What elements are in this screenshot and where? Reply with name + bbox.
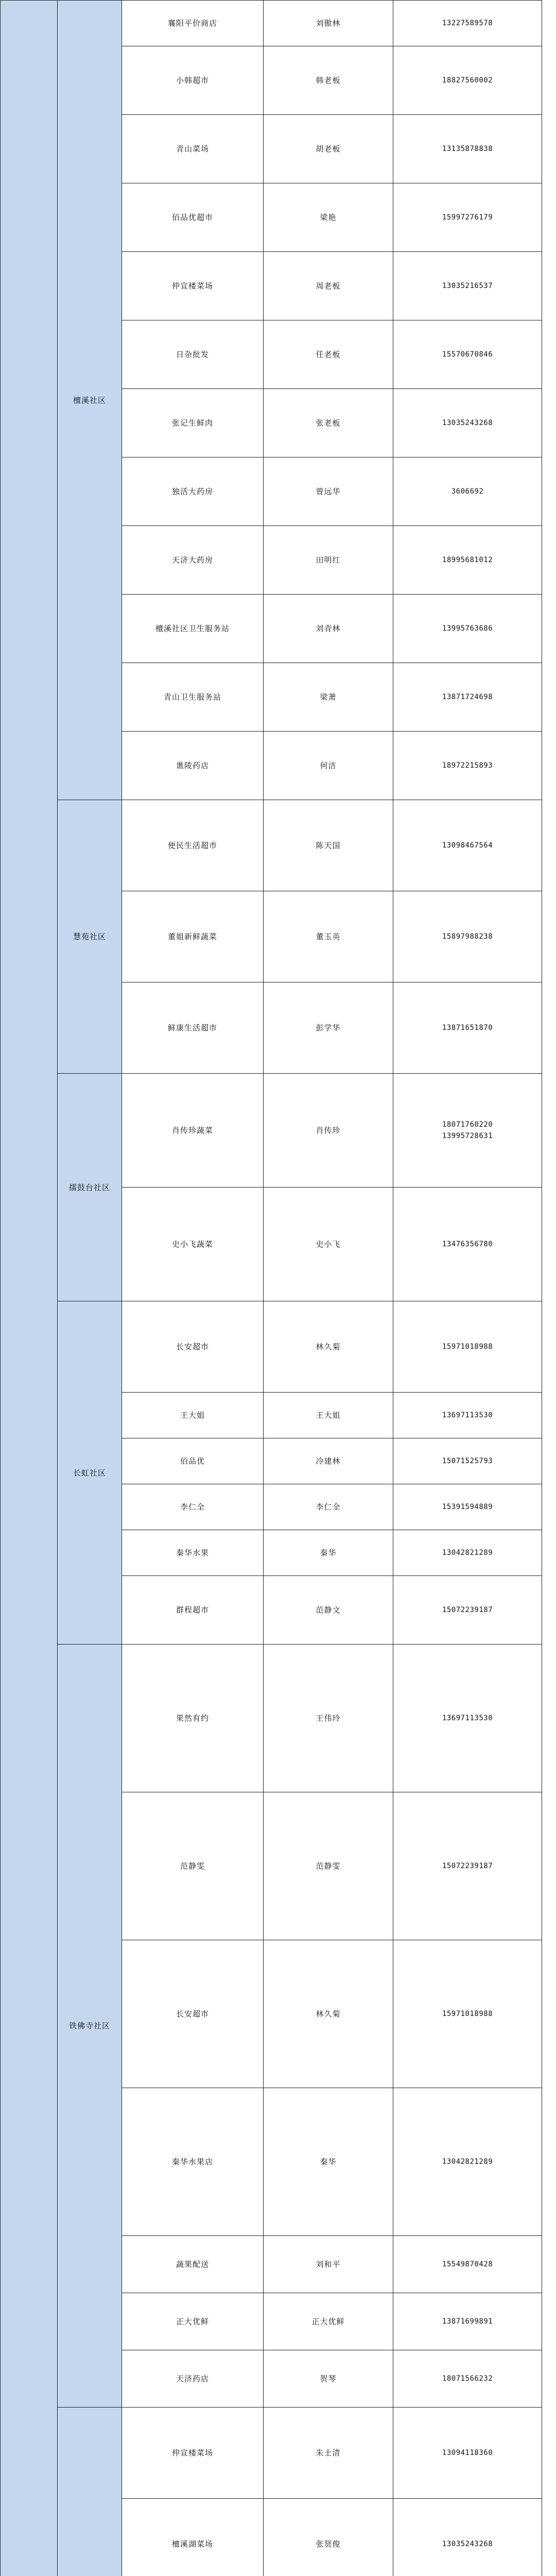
contact-name: 刘和平 <box>264 2236 393 2293</box>
contact-name: 范静雯 <box>264 1792 393 1940</box>
merchant-name: 谯陵药店 <box>122 732 264 800</box>
phone-number: 18827560002 <box>393 46 542 115</box>
phone-number: 13697113530 <box>393 1645 542 1792</box>
phone-number: 18995681012 <box>393 526 542 595</box>
merchant-name: 独活大药房 <box>122 457 264 526</box>
contact-name: 冷建林 <box>264 1438 393 1484</box>
contact-name: 刘青林 <box>264 595 393 663</box>
contact-name: 董玉英 <box>264 891 393 982</box>
merchant-name: 范静雯 <box>122 1792 264 1940</box>
community-name <box>58 2408 122 2576</box>
contact-name: 王伟玲 <box>264 1645 393 1792</box>
contact-name: 李仁全 <box>264 1484 393 1530</box>
merchant-name: 天济药店 <box>122 2350 264 2408</box>
phone-number: 15971018988 <box>393 1940 542 2088</box>
contact-name: 周老板 <box>264 252 393 320</box>
contact-name: 贺琴 <box>264 2350 393 2408</box>
phone-number: 15897988238 <box>393 891 542 982</box>
phone-number: 15997276179 <box>393 183 542 252</box>
merchant-name: 便民生活超市 <box>122 800 264 891</box>
merchant-name: 青山菜场 <box>122 115 264 183</box>
phone-number: 13227589578 <box>393 1 542 46</box>
merchant-name: 蔬果配送 <box>122 2236 264 2293</box>
contact-name: 朱士清 <box>264 2408 393 2499</box>
merchant-name: 仲宣楼菜场 <box>122 252 264 320</box>
merchant-name: 董姐新鲜蔬菜 <box>122 891 264 982</box>
phone-number: 13042821289 <box>393 2088 542 2236</box>
contact-name: 范静文 <box>264 1576 393 1645</box>
merchant-name: 王大姐 <box>122 1393 264 1438</box>
phone-number: 15071525793 <box>393 1438 542 1484</box>
phone-number: 15072239187 <box>393 1576 542 1645</box>
phone-number: 13094118360 <box>393 2408 542 2499</box>
phone-number: 13871724698 <box>393 663 542 732</box>
community-name: 铁佛寺社区 <box>58 1645 122 2408</box>
community-name: 檀溪社区 <box>58 1 122 800</box>
phone-number: 13042821289 <box>393 1530 542 1576</box>
contact-name: 梁艳 <box>264 183 393 252</box>
contact-name: 任老板 <box>264 320 393 389</box>
phone-number: 18071566232 <box>393 2350 542 2408</box>
merchant-name: 秦华水果 <box>122 1530 264 1576</box>
phone-number: 13995763686 <box>393 595 542 663</box>
contact-name: 韩老板 <box>264 46 393 115</box>
contact-name: 肖传珍 <box>264 1074 393 1188</box>
community-name: 慧苑社区 <box>58 800 122 1074</box>
phone-number: 3606692 <box>393 457 542 526</box>
phone-number: 13871651870 <box>393 982 542 1074</box>
merchant-name: 佰品优超市 <box>122 183 264 252</box>
contact-name: 何洁 <box>264 732 393 800</box>
phone-line: 13995728631 <box>395 1130 540 1142</box>
contact-name: 彭学华 <box>264 982 393 1074</box>
merchant-name: 天济大药房 <box>122 526 264 595</box>
contact-name: 田明红 <box>264 526 393 595</box>
merchant-name: 长安超市 <box>122 1940 264 2088</box>
phone-number: 15971018988 <box>393 1301 542 1393</box>
phone-line: 18071760220 <box>395 1119 540 1130</box>
phone-number: 15549870428 <box>393 2236 542 2293</box>
merchant-name: 鲜康生活超市 <box>122 982 264 1074</box>
merchant-name: 正大优鲜 <box>122 2293 264 2350</box>
phone-number: 13871699891 <box>393 2293 542 2350</box>
phone-number: 15391594889 <box>393 1484 542 1530</box>
district-cell <box>1 1 58 2576</box>
merchant-name: 李仁全 <box>122 1484 264 1530</box>
contact-name: 曾远华 <box>264 457 393 526</box>
phone-number: 13476356780 <box>393 1188 542 1301</box>
phone-number: 13135878838 <box>393 115 542 183</box>
merchant-name: 小韩超市 <box>122 46 264 115</box>
merchant-name: 檀溪湖菜场 <box>122 2499 264 2576</box>
contact-name: 林久菊 <box>264 1940 393 2088</box>
phone-number: 13035243268 <box>393 389 542 457</box>
community-name: 长虹社区 <box>58 1301 122 1645</box>
merchant-name: 仲宣楼菜场 <box>122 2408 264 2499</box>
contact-name: 秦华 <box>264 2088 393 2236</box>
contact-name: 陈天国 <box>264 800 393 891</box>
merchant-name: 青山卫生服务站 <box>122 663 264 732</box>
merchant-name: 群程超市 <box>122 1576 264 1645</box>
merchant-name: 果然有约 <box>122 1645 264 1792</box>
contact-name: 张老板 <box>264 389 393 457</box>
merchant-name: 肖传珍蔬菜 <box>122 1074 264 1188</box>
merchant-name: 檀溪社区卫生服务站 <box>122 595 264 663</box>
community-name: 擂鼓台社区 <box>58 1074 122 1301</box>
contact-name: 史小飞 <box>264 1188 393 1301</box>
merchant-name: 史小飞蔬菜 <box>122 1188 264 1301</box>
merchant-name: 长安超市 <box>122 1301 264 1393</box>
phone-number: 13035216537 <box>393 252 542 320</box>
phone-number: 13035243268 <box>393 2499 542 2576</box>
phone-number: 13098467564 <box>393 800 542 891</box>
contact-name: 秦华 <box>264 1530 393 1576</box>
phone-number <box>393 1074 542 1188</box>
contact-name: 张贤俊 <box>264 2499 393 2576</box>
contact-name: 梁萧 <box>264 663 393 732</box>
contact-name: 正大优鲜 <box>264 2293 393 2350</box>
phone-number: 13697113530 <box>393 1393 542 1438</box>
phone-number: 15570670846 <box>393 320 542 389</box>
merchant-name: 张记生鲜肉 <box>122 389 264 457</box>
contact-name: 王大姐 <box>264 1393 393 1438</box>
phone-number: 18972215893 <box>393 732 542 800</box>
phone-number: 15072239187 <box>393 1792 542 1940</box>
supply-table-body <box>1 1 542 2576</box>
supply-table-sheet <box>0 0 556 849</box>
contact-name: 刘傲林 <box>264 1 393 46</box>
merchant-name: 秦华水果店 <box>122 2088 264 2236</box>
merchant-name: 襄阳平价商店 <box>122 1 264 46</box>
contact-name: 林久菊 <box>264 1301 393 1393</box>
merchant-name: 佰品优 <box>122 1438 264 1484</box>
contact-name: 胡老板 <box>264 115 393 183</box>
merchant-name: 日杂批发 <box>122 320 264 389</box>
